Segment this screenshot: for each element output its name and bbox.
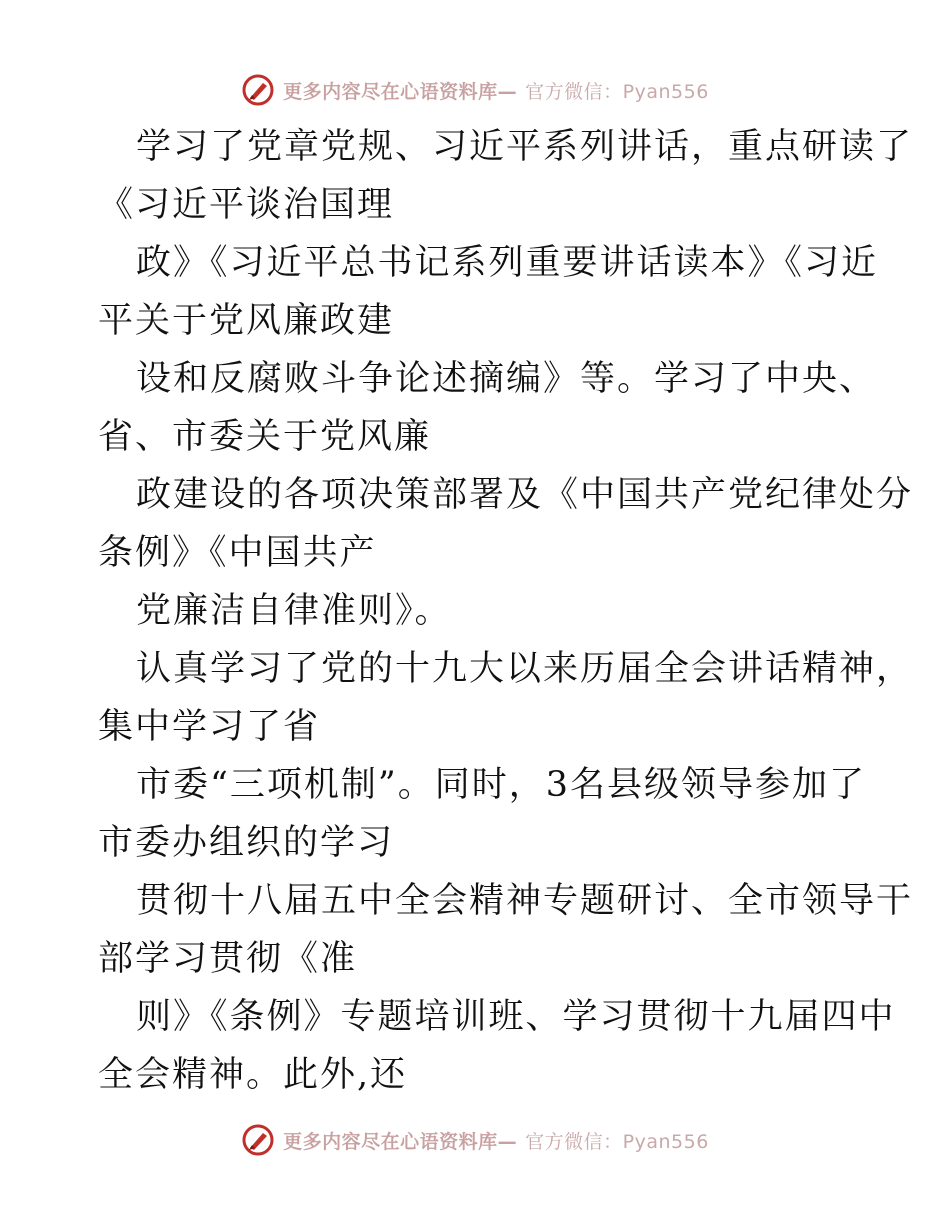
text-line: 集中学习了省	[98, 707, 321, 747]
text-line: 党廉洁自律准则》。	[136, 591, 452, 631]
text-line: 贯彻十八届五中全会精神专题研讨、全市领导干	[136, 881, 914, 921]
text-line: 市委“三项机制”。同时，3名县级领导参加了	[136, 765, 867, 805]
document-body	[98, 118, 914, 1104]
pen-logo-icon	[241, 73, 275, 107]
text-line: 认真学习了党的十九大以来历届全会讲话精神，	[136, 649, 914, 689]
pen-logo-icon	[241, 1123, 275, 1157]
header-watermark-banner	[0, 70, 950, 110]
text-line: 市委办组织的学习	[98, 823, 395, 863]
text-line: 部学习贯彻《准	[98, 939, 358, 979]
text-line: 则》《条例》专题培训班、学习贯彻十九届四中	[136, 997, 896, 1037]
text-line: 全会精神。此外,还	[98, 1055, 408, 1095]
header-banner-wechat: 官方微信：Pyan556	[525, 80, 709, 103]
header-banner-text: 更多内容尽在心语资料库—	[283, 80, 518, 103]
text-line: 省、市委关于党风廉	[98, 417, 432, 457]
text-line: 政建设的各项决策部署及《中国共产党纪律处分	[136, 475, 914, 515]
text-line: 设和反腐败斗争论述摘编》等。学习了中央、	[136, 359, 877, 399]
text-line: 政》《习近平总书记系列重要讲话读本》《习近	[136, 243, 879, 283]
text-line: 平关于党风廉政建	[98, 301, 395, 341]
text-line: 学习了党章党规、习近平系列讲话，重点研读了	[136, 127, 914, 167]
text-line: 《习近平谈治国理	[98, 185, 395, 225]
footer-watermark-banner	[0, 1120, 950, 1160]
footer-banner-wechat: 官方微信：Pyan556	[525, 1130, 709, 1153]
footer-banner-text: 更多内容尽在心语资料库—	[283, 1130, 518, 1153]
text-line: 条例》《中国共产	[98, 533, 377, 573]
